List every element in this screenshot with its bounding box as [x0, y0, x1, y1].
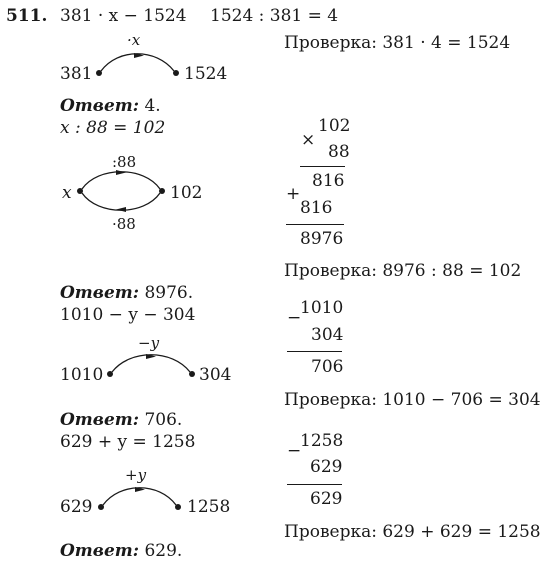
answer-word: Ответ: [60, 410, 140, 430]
arrow-1-label: ·x [127, 31, 141, 49]
graph-2-left-node: x [62, 183, 72, 203]
graph-3-right-node: 304 [199, 365, 232, 385]
answer-word: Ответ: [60, 283, 140, 303]
answer-word: Ответ: [60, 541, 140, 561]
graph-2-top-arc [82, 172, 160, 189]
answer-word: Ответ: [60, 96, 140, 116]
minus-sign-1: − [287, 308, 302, 328]
check-3-expression: 1010 − 706 = 304 [382, 390, 541, 410]
sub-2-result: 629 [310, 489, 343, 509]
equation-4: 629 + y = 1258 [60, 432, 196, 452]
product: 8976 [300, 229, 344, 249]
graph-2-right-node: 102 [170, 183, 203, 203]
sub-1-b: 304 [311, 325, 344, 345]
graph-4-left-node: 629 [60, 497, 93, 517]
plus-sign: + [286, 184, 301, 204]
arrow-3-label: −y [138, 334, 160, 352]
arrow-4-label: +y [125, 466, 147, 484]
graph-2-bottom-arc [82, 193, 160, 210]
arrow-2-top-label: :88 [112, 153, 137, 171]
graph-1-right-node: 1524 [184, 64, 228, 84]
check-4-expression: 629 + 629 = 1258 [382, 522, 541, 542]
sub-2-a: 1258 [300, 431, 344, 451]
check-word: Проверка: [284, 261, 377, 281]
graph-4-right-node: 1258 [187, 497, 231, 517]
solution-1: 1524 : 381 = 4 [210, 6, 339, 26]
partial-1: 816 [312, 171, 345, 191]
check-word: Проверка: [284, 33, 377, 53]
mult-a: 102 [318, 116, 351, 136]
graph-4 [98, 487, 181, 510]
answer-4-value: 629. [144, 541, 183, 561]
equation-1: 381 · x − 1524 [60, 6, 187, 26]
graph-1 [96, 53, 179, 76]
check-word: Проверка: [284, 390, 377, 410]
arrow-2-bottom-label: ·88 [112, 215, 136, 233]
minus-sign-2: − [287, 441, 302, 461]
equation-3: 1010 − y − 304 [60, 305, 196, 325]
graph-2 [77, 170, 165, 212]
sub-1-a: 1010 [300, 298, 344, 318]
check-word: Проверка: [284, 522, 377, 542]
graph-1-left-node: 381 [60, 64, 93, 84]
answer-2-value: 8976. [144, 283, 194, 303]
graph-3 [107, 354, 195, 377]
mult-b: 88 [328, 142, 350, 162]
graph-2-top-arrowhead [116, 170, 126, 175]
check-1-expression: 381 · 4 = 1524 [382, 33, 511, 53]
sub-1-result: 706 [311, 357, 344, 377]
partial-2: 816 [300, 198, 333, 218]
sub-2-b: 629 [310, 457, 343, 477]
answer-3-value: 706. [144, 410, 183, 430]
answer-1-value: 4. [144, 96, 161, 116]
graph-2-bottom-arrowhead [116, 207, 126, 212]
graph-3-left-node: 1010 [60, 365, 104, 385]
mult-sign: × [301, 130, 316, 150]
equation-2-text: x : 88 = 102 [60, 118, 166, 138]
check-2-expression: 8976 : 88 = 102 [382, 261, 522, 281]
problem-number: 511. [6, 6, 48, 26]
